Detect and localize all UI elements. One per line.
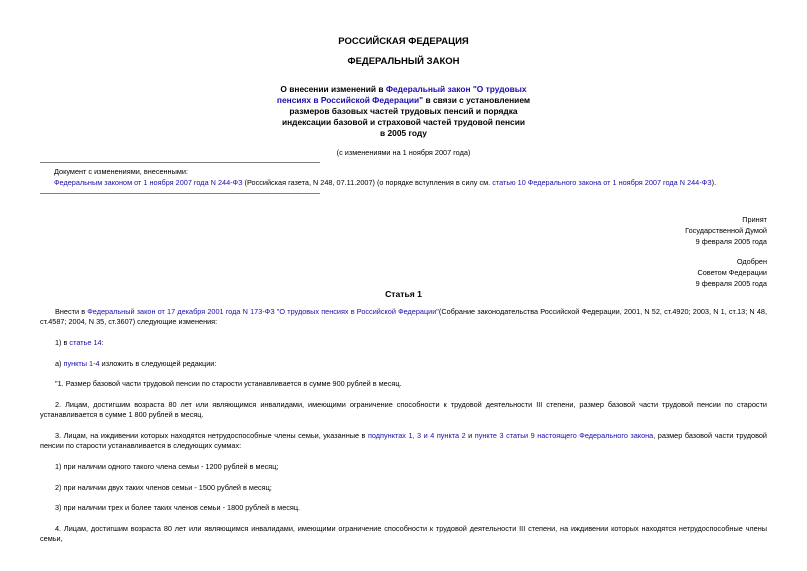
title-line-3: размеров базовых частей трудовых пенсий и порядка — [289, 106, 518, 116]
article-14-link[interactable]: статье 14 — [69, 338, 102, 347]
paragraph-1 — [40, 307, 767, 327]
paragraph-6 — [40, 431, 767, 451]
paragraph-4: "1. Размер базовой части трудовой пенсии по старости устанавливается в сумме 900 рублей в месяц. — [55, 379, 402, 388]
p6-text: 3. Лицам, на иждивении которых находятся нетрудоспособные члены семьи, указанные в — [55, 431, 368, 440]
divider-bottom — [40, 193, 320, 194]
amending-law-link[interactable]: Федеральным законом от 1 ноября 2007 года N 244-ФЗ — [54, 178, 243, 187]
country-heading: РОССИЙСКАЯ ФЕДЕРАЦИЯ — [338, 36, 469, 47]
approved-label: Одобрен — [736, 257, 767, 266]
changes-line — [54, 178, 716, 188]
law-type-heading: ФЕДЕРАЛЬНЫЙ ЗАКОН — [347, 56, 460, 67]
effective-date-article-link[interactable]: статью 10 Федерального закона от 1 ноября 2007 года N 244-ФЗ — [492, 178, 712, 187]
p1-text: Внести в — [55, 307, 88, 316]
accepted-label: Принят — [742, 215, 767, 224]
paragraph-3 — [40, 359, 767, 369]
paragraph-8: 2) при наличии двух таких членов семьи - 1500 рублей в месяц; — [55, 483, 272, 492]
amend-note: (с изменениями на 1 ноября 2007 года) — [336, 148, 471, 157]
p2-text: 1) в — [55, 338, 70, 347]
changes-label: Документ с изменениями, внесенными: — [54, 167, 188, 176]
title-text: О внесении изменений в — [280, 84, 386, 94]
p1-text-cont: (Собрание законодательства Российской Федерации, 2001, N 52, ст.4920; 2003, N 1, ст.13; N 48, ст.4587; 2004, N 35, ст.3607) следующие изменения: — [40, 307, 767, 326]
changes-end-text: ). — [711, 178, 717, 187]
title-text: в связи с установлением — [423, 95, 531, 105]
title-line-1 — [0, 84, 807, 94]
p2-text-cont: : — [101, 338, 104, 347]
title-law-link[interactable]: Федеральный закон "О трудовых — [385, 84, 527, 94]
title-law-link-cont[interactable]: пенсиях в Российской Федерации" — [276, 95, 424, 105]
approved-by: Советом Федерации — [697, 268, 767, 277]
points-1-4-link[interactable]: пункты 1-4 — [63, 359, 100, 368]
article-heading: Статья 1 — [385, 289, 422, 299]
subpoints-link[interactable]: подпунктах 1, 3 и 4 пункта 2 — [367, 431, 466, 440]
title-line-5: в 2005 году — [380, 128, 427, 138]
approved-date: 9 февраля 2005 года — [695, 279, 767, 288]
article-9-link[interactable]: пункте 3 статьи 9 настоящего Федерального закона — [474, 431, 654, 440]
accepted-date: 9 февраля 2005 года — [695, 237, 767, 246]
changes-mid-text: (Российская газета, N 248, 07.11.2007) (о порядке вступления в силу см. — [242, 178, 493, 187]
title-line-2 — [0, 95, 807, 105]
paragraph-10: 4. Лицам, достигшим возраста 80 лет или являющимся инвалидами, имеющими ограничение способности к трудовой деятельности III степени, на иждивении которых находятся нетрудоспособные члены семьи, — [40, 524, 767, 543]
divider-top — [40, 162, 320, 163]
p3-text: а) — [55, 359, 64, 368]
paragraph-7: 1) при наличии одного такого члена семьи - 1200 рублей в месяц; — [55, 462, 279, 471]
paragraph-9: 3) при наличии трех и более таких членов семьи - 1800 рублей в месяц. — [55, 503, 301, 512]
p6-text-cont: , размер базовой части трудовой пенсии по старости устанавливается в следующих суммах: — [40, 431, 768, 450]
title-line-4: индексации базовой и страховой частей трудовой пенсии — [281, 117, 526, 127]
accepted-by: Государственной Думой — [685, 226, 767, 235]
paragraph-5: 2. Лицам, достигшим возраста 80 лет или являющимся инвалидами, имеющими ограничение способности к трудовой деятельности III степени, размер базовой части трудовой пенсии по старости устанавливается в сумме 1 800 рублей в месяц. — [40, 400, 767, 419]
p6-text-mid: и — [465, 431, 475, 440]
p3-text-cont: изложить в следующей редакции: — [99, 359, 217, 368]
paragraph-2 — [40, 338, 767, 348]
pension-law-link[interactable]: Федеральный закон от 17 декабря 2001 года N 173-ФЗ "О трудовых пенсиях в Российской Федерации" — [87, 307, 439, 316]
